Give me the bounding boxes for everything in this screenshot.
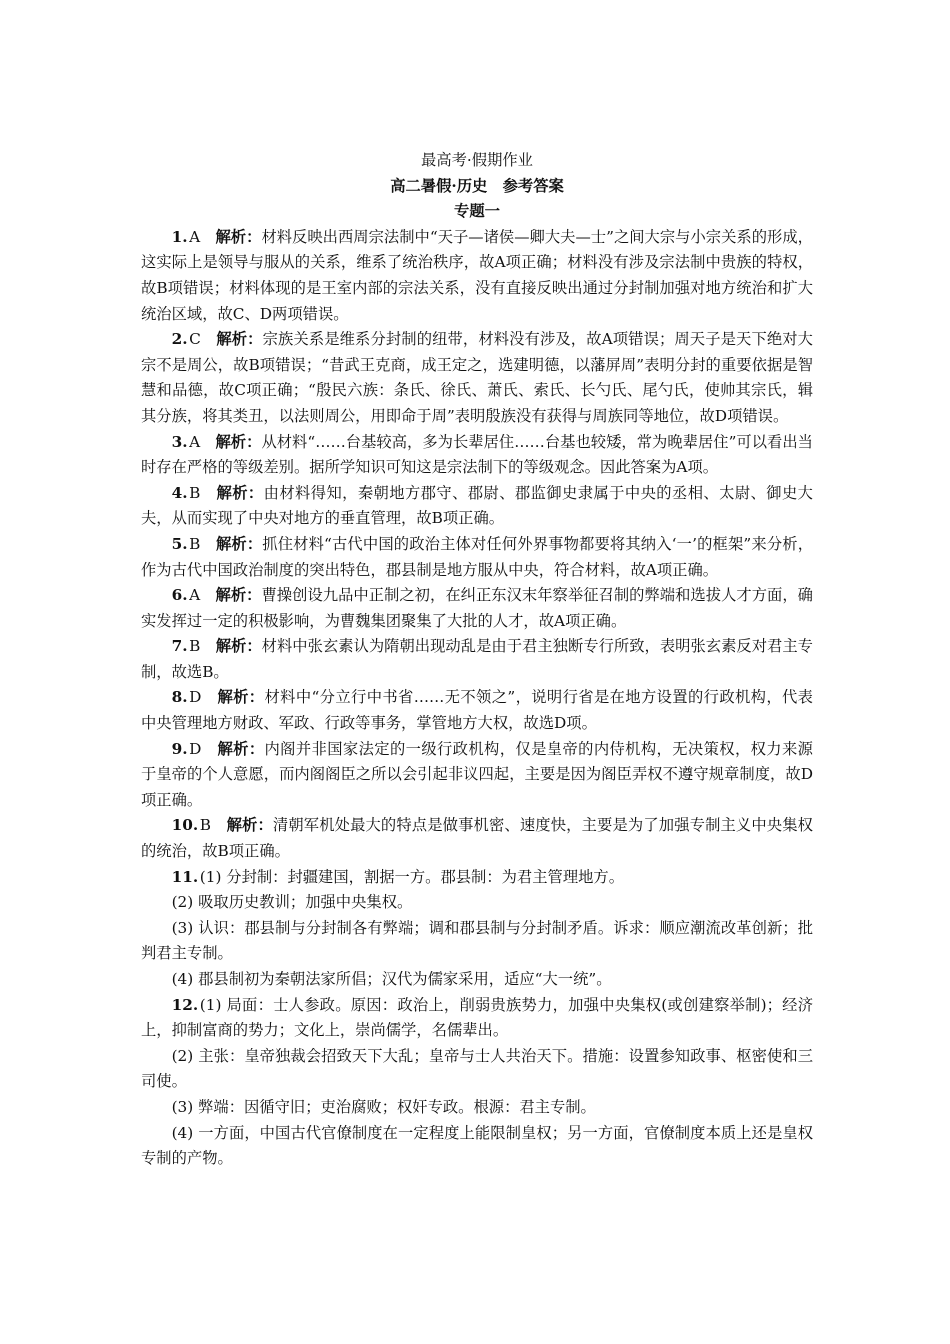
analysis-text: 材料反映出西周宗法制中“天子—诸侯—卿大夫—士”之间大宗与小宗关系的形成，这实际上是领导与服从的关系，维系了统治秩序，故A项正确；材料没有涉及宗法制中贵族的特权，故B项错误；材料体现的是王室内部的宗法关系，没有直接反映出通过分封制加强对地方统治和扩大统治区域，故C、D两项错误。 <box>141 227 813 323</box>
item-number: 7. <box>171 637 188 656</box>
q11-part <box>141 865 813 891</box>
item-number: 2. <box>171 330 188 349</box>
answer-item <box>141 327 813 429</box>
item-number: 4. <box>171 483 188 502</box>
item-answer: B <box>199 816 211 835</box>
answer-item <box>141 813 813 864</box>
analysis-text: 宗族关系是维系分封制的纽带，材料没有涉及，故A项错误；周天子是天下绝对大宗不是周公，故B项错误；“昔武王克商，成王定之，选建明德，以藩屏周”表明分封的重要依据是智慧和品德，故C项正确；“殷民六族：条氏、徐氏、萧氏、索氏、长勺氏、尾勺氏，使帅其宗氏，辑其分族，将其类丑，以法则周公，用即命于周”表明殷族没有获得与周族同等地位，故D项错误。 <box>141 330 813 425</box>
analysis-text: 从材料“……台基较高，多为长辈居住……台基也较矮，常为晚辈居住”可以看出当时存在严格的等级差别。据所学知识可知这是宗法制下的等级观念。因此答案为A项。 <box>141 432 813 477</box>
q12-part <box>141 993 813 1044</box>
topic-heading: 专题一 <box>454 202 500 221</box>
q11-part: (2) 吸取历史教训；加强中央集权。 <box>171 893 413 912</box>
item-answer: A <box>189 432 201 451</box>
item-number: 9. <box>171 739 188 758</box>
analysis-label: 解析： <box>216 330 263 349</box>
analysis-text: 材料中“分立行中书省……无不领之”，说明行省是在地方设置的行政机构，代表中央管理地方财政、军政、行政等事务，掌管地方大权，故选D项。 <box>141 688 813 733</box>
item-number: 1. <box>171 227 188 246</box>
answer-item <box>141 481 813 532</box>
analysis-label: 解析： <box>217 739 265 758</box>
series-title: 最高考·假期作业 <box>421 151 533 169</box>
analysis-label: 解析： <box>216 483 264 502</box>
answer-item <box>141 225 813 327</box>
answer-item <box>141 583 813 634</box>
answer-item <box>141 430 813 481</box>
item-number: 12. <box>171 995 199 1014</box>
q12-part: (2) 主张：皇帝独裁会招致天下大乱；皇帝与士人共治天下。措施：设置参知政事、枢密使和三司使。 <box>141 1046 813 1091</box>
analysis-text: 清朝军机处最大的特点是做事机密、速度快，主要是为了加强专制主义中央集权的统治，故B项正确。 <box>141 816 813 861</box>
item-answer: C <box>189 330 201 349</box>
analysis-label: 解析： <box>215 637 262 656</box>
answer-item <box>141 532 813 583</box>
part-text: (1) 局面：士人参政。原因：政治上，削弱贵族势力，加强中央集权(或创建察举制)；经济上，抑制富商的势力；文化上，崇尚儒学，名儒辈出。 <box>141 995 813 1040</box>
analysis-label: 解析： <box>215 227 262 246</box>
item-number: 8. <box>171 688 188 707</box>
item-number: 10. <box>171 816 199 835</box>
analysis-text: 抓住材料“古代中国的政治主体对任何外界事物都要将其纳入‘一’的框架”来分析，作为古代中国政治制度的突出特色，郡县制是地方服从中央，符合材料，故A项正确。 <box>141 534 813 579</box>
analysis-label: 解析： <box>215 534 263 553</box>
item-number: 3. <box>171 432 188 451</box>
q12-part: (3) 弊端：因循守旧；吏治腐败；权奸专政。根源：君主专制。 <box>171 1097 596 1116</box>
item-number: 6. <box>171 586 188 605</box>
answer-item <box>141 685 813 736</box>
analysis-text: 内阁并非国家法定的一级行政机构，仅是皇帝的内侍机构，无决策权，权力来源于皇帝的个人意愿，而内阁阁臣之所以会引起非议四起，主要是因为阁臣弄权不遵守规章制度，故D项正确。 <box>141 739 813 809</box>
item-answer: D <box>189 688 202 707</box>
analysis-text: 曹操创设九品中正制之初，在纠正东汉末年察举征召制的弊端和选拔人才方面，确实发挥过一定的积极影响，为曹魏集团聚集了大批的人才，故A项正确。 <box>141 586 813 630</box>
q11-part: (4) 郡县制初为秦朝法家所倡；汉代为儒家采用，适应“大一统”。 <box>171 970 612 988</box>
item-number: 11. <box>171 867 199 886</box>
analysis-label: 解析： <box>215 586 262 605</box>
item-answer: A <box>189 227 201 246</box>
answer-item <box>141 737 813 814</box>
answer-item <box>141 634 813 685</box>
item-answer: B <box>189 534 201 553</box>
analysis-label: 解析： <box>215 432 262 451</box>
item-number: 5. <box>171 534 188 553</box>
item-answer: D <box>189 739 202 758</box>
item-answer: B <box>189 637 201 656</box>
part-text: (1) 分封制：封疆建国，割据一方。郡县制：为君主管理地方。 <box>199 867 625 886</box>
analysis-text: 材料中张玄素认为隋朝出现动乱是由于君主独断专行所致，表明张玄素反对君主专制，故选B。 <box>141 637 813 681</box>
analysis-text: 由材料得知，秦朝地方郡守、郡尉、郡监御史隶属于中央的丞相、太尉、御史大夫，从而实现了中央对地方的垂直管理，故B项正确。 <box>141 483 813 528</box>
analysis-label: 解析： <box>217 688 265 707</box>
analysis-label: 解析： <box>226 816 273 835</box>
item-answer: A <box>189 586 201 605</box>
q12-part: (4) 一方面，中国古代官僚制度在一定程度上能限制皇权；另一方面，官僚制度本质上还是皇权专制的产物。 <box>141 1123 813 1168</box>
answer-document <box>141 148 813 1172</box>
q11-part: (3) 认识：郡县制与分封制各有弊端；调和郡县制与分封制矛盾。诉求：顺应潮流改革创新；批判君主专制。 <box>141 918 813 963</box>
item-answer: B <box>189 483 201 502</box>
document-title: 高二暑假·历史 参考答案 <box>390 176 564 195</box>
